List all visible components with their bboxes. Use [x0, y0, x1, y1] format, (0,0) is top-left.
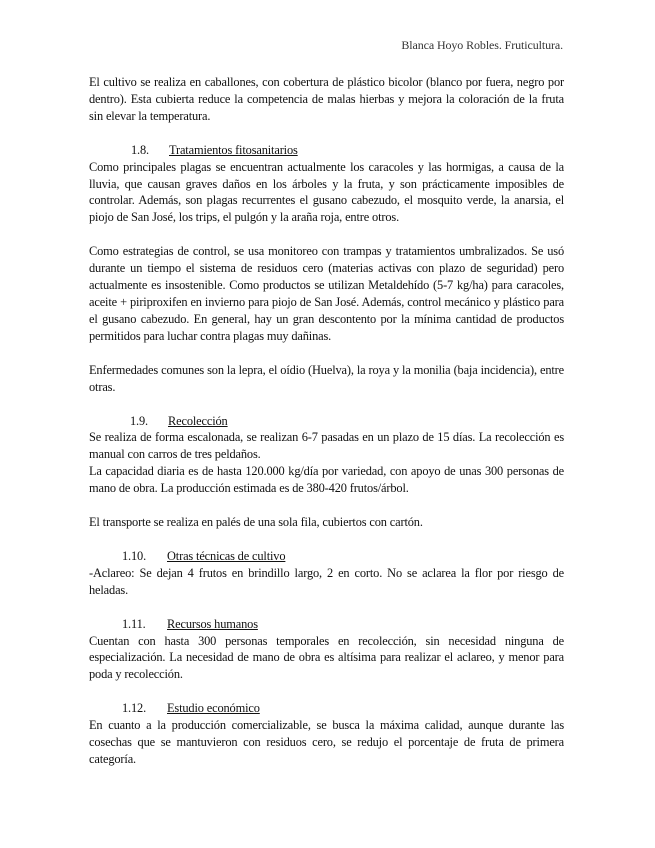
paragraph: Cuentan con hasta 300 personas temporales en recolección, sin necesidad ninguna de especialización. La necesidad de mano de obra es altísima para realizar el aclareo, y menor para poda y recolección.	[89, 633, 564, 682]
section-number: 1.12.	[122, 701, 147, 716]
section-heading-1-10	[89, 548, 564, 565]
section-title: Recolección	[168, 413, 228, 428]
section-number: 1.9.	[130, 413, 148, 428]
section-number: 1.10.	[122, 548, 147, 563]
section-heading-1-9	[89, 413, 564, 430]
paragraph: -Aclareo: Se dejan 4 frutos en brindillo largo, 2 en corto. No se aclarea la flor por riesgo de heladas.	[89, 565, 564, 597]
section-title: Otras técnicas de cultivo	[167, 548, 286, 563]
section-title: Tratamientos fitosanitarios	[169, 142, 298, 157]
page-header: Blanca Hoyo Robles. Fruticultura.	[401, 38, 563, 52]
paragraph: Como principales plagas se encuentran actualmente los caracoles y las hormigas, a causa de la lluvia, que causan graves daños en los árboles y la fruta, y son prácticamente imposibles de controlar. Además, son plagas recurrentes el gusano cabezudo, el mosquito verde, la anarsia, el piojo de San José, los trips, el pulgón y la araña roja, entre otros.	[89, 159, 564, 225]
paragraph: Como estrategias de control, se usa monitoreo con trampas y tratamientos umbralizados. Se usó durante un tiempo el sistema de residuos cero (materias activas con plazo de seguridad) pero actualmente es insostenible. Como productos se utilizan Metaldehído (5-7 kg/ha) para caracoles, aceite + piriproxifen en invierno para piojo de San José. Además, control mecánico y plástico para el gusano cabezudo. En general, hay un gran descontento por la mínima cantidad de productos permitidos para luchar contra plagas muy dañinas.	[89, 244, 564, 343]
section-title: Estudio económico	[167, 701, 260, 716]
section-heading-1-12	[89, 700, 564, 717]
intro-paragraph: El cultivo se realiza en caballones, con cobertura de plástico bicolor (blanco por fuera, negro por dentro). Esta cubierta reduce la competencia de malas hierbas y mejora la coloración de la fruta sin elevar la temperatura.	[89, 75, 564, 123]
section-title: Recursos humanos	[167, 616, 258, 631]
section-heading-1-11	[89, 616, 564, 633]
paragraph: La capacidad diaria es de hasta 120.000 kg/día por variedad, con apoyo de unas 300 personas de mano de obra. La producción estimada es de 380-420 frutos/árbol.	[89, 464, 564, 496]
section-heading-1-8	[89, 142, 564, 159]
paragraph: Se realiza de forma escalonada, se realizan 6-7 pasadas en un plazo de 15 días. La recolección es manual con carros de tres peldaños.	[89, 430, 564, 462]
paragraph: Enfermedades comunes son la lepra, el oídio (Huelva), la roya y la monilia (baja incidencia), entre otras.	[89, 362, 564, 394]
page-content	[89, 74, 564, 768]
paragraph: El transporte se realiza en palés de una sola fila, cubiertos con cartón.	[89, 515, 423, 530]
section-number: 1.8.	[131, 142, 149, 157]
paragraph: En cuanto a la producción comercializable, se busca la máxima calidad, aunque durante las cosechas que se mantuvieron con residuos cero, se redujo el porcentaje de fruta de primera categoría.	[89, 718, 564, 766]
section-number: 1.11.	[122, 616, 146, 631]
